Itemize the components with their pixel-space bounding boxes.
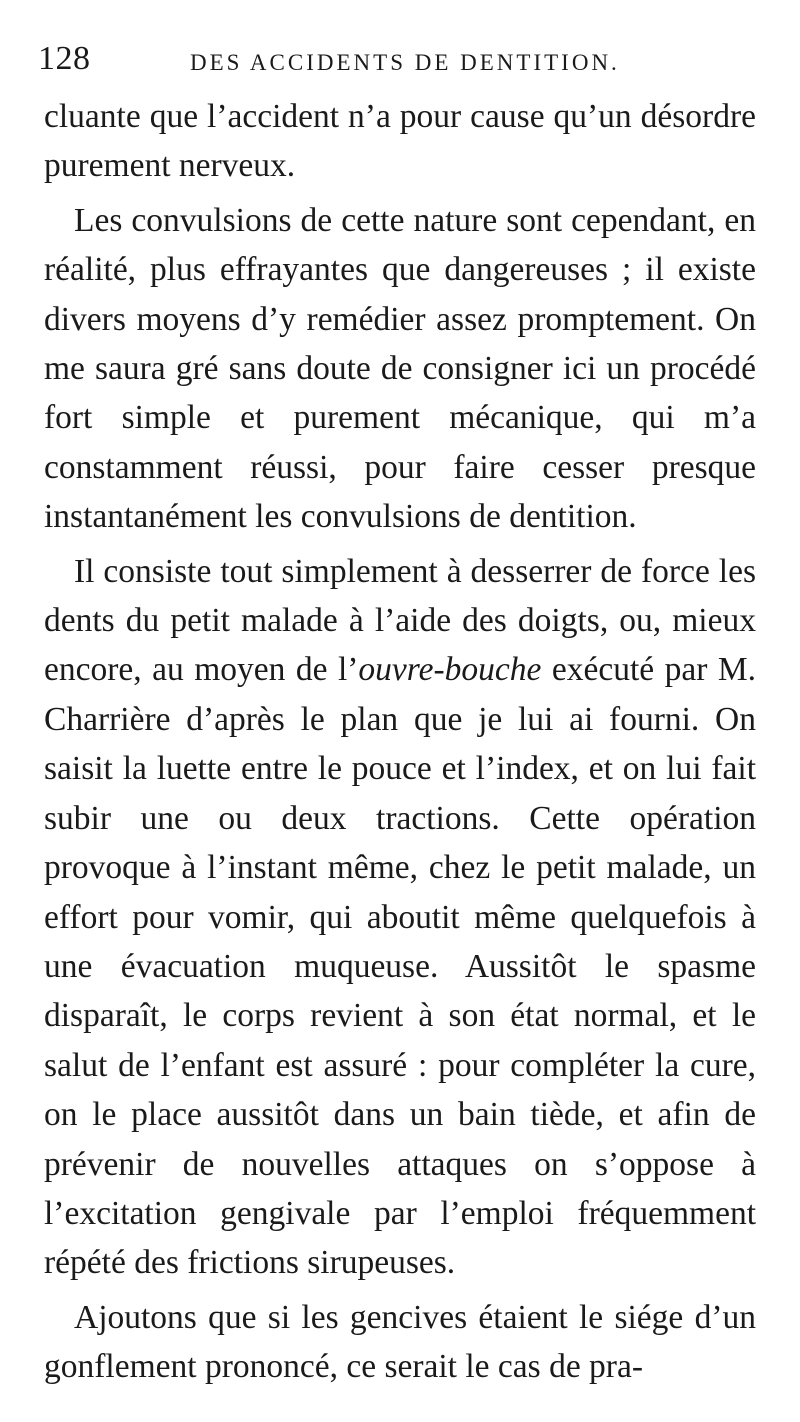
paragraph-gums: Ajoutons que si les gencives étaient le siége d’un gonflement prononcé, ce serait le cas de pra- [44,1298,756,1386]
procedure-text-before: Il consiste tout simplement à desserrer de force les dents du petit malade à l’aide des doigts, ou, mieux encore, au moyen de l’ [44,552,756,689]
procedure-italic-term: ouvre-bouche [358,651,542,689]
procedure-text-after: exécuté par M. Charrière d’après le plan que je lui ai fourni. On saisit la luette entre le pouce et l’index, et on lui fait subir une ou deux tractions. Cette opération provoque à l’instant même, chez le petit malade, un effort pour vomir, qui aboutit même quelquefois à une évacuation muqueuse. Aussitôt le spasme disparaît, le corps revient à son état normal, et le salut de l’enfant est assuré : pour compléter la cure, on le place aussitôt dans un bain tiède, et afin de prévenir de nouvelles attaques on s’oppose à l’excitation gengivale par l’emploi fréquemment répété des frictions sirupeuses. [44,651,756,1282]
page-number: 128 [38,40,91,77]
paragraph-convulsions: Les convulsions de cette nature sont cependant, en réalité, plus effrayantes que dangereuses ; il existe divers moyens d’y remédier assez promptement. On me saura gré sans doute de consigner ici un procédé fort simple et purement mécanique, qui m’a constamment réussi, pour faire cesser presque instantanément les convulsions de dentition. [44,201,756,536]
running-title: DES ACCIDENTS DE DENTITION. [190,50,620,75]
paragraph-procedure [44,547,756,1288]
body-text [44,92,756,1392]
page-header [38,40,770,84]
paragraph-continuation: cluante que l’accident n’a pour cause qu’un désordre purement nerveux. [44,98,756,185]
